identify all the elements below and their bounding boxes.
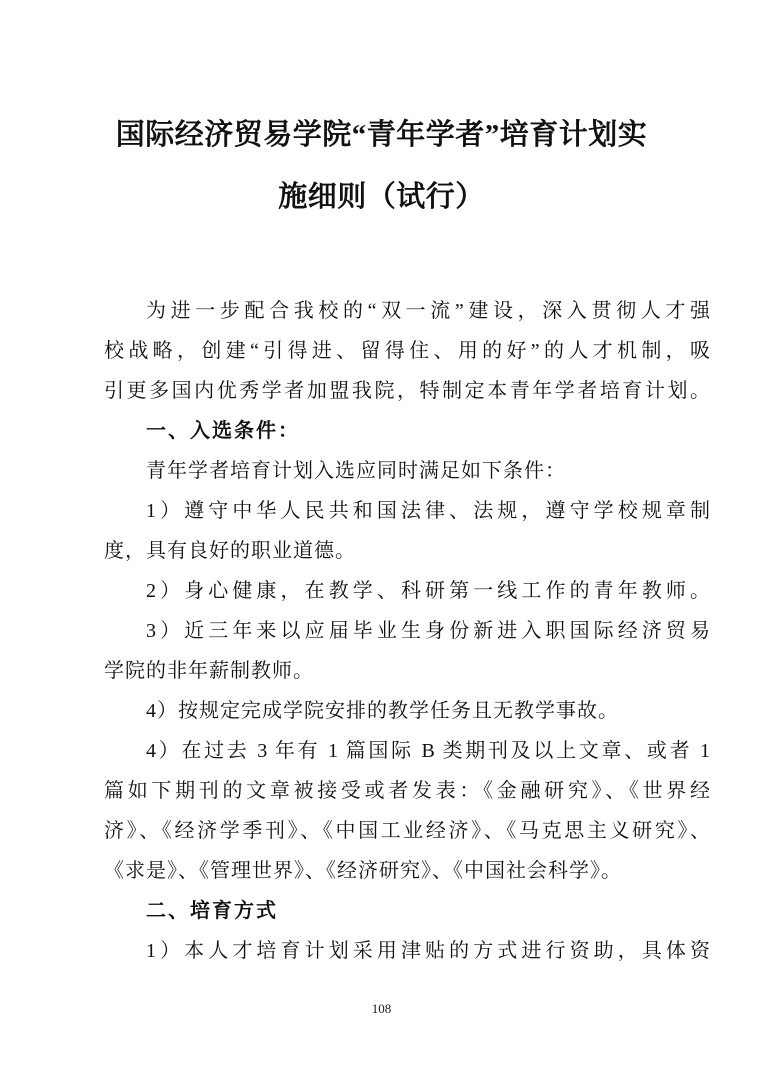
section-heading: 一、入选条件： — [146, 420, 300, 442]
text-line: 学院的非年薪制教师。 — [104, 660, 314, 682]
document-title-line-2: 施细则（试行） — [278, 181, 485, 213]
text-line: 为进一步配合我校的“双一流”建设，深入贯彻人才强 — [146, 300, 710, 322]
text-line: 1）本人才培育计划采用津贴的方式进行资助，具体资 — [146, 940, 710, 962]
text-line: 《求是》、《管理世界》、《经济研究》、《中国社会科学》。 — [104, 860, 622, 882]
text-line: 2）身心健康，在教学、科研第一线工作的青年教师。 — [146, 580, 710, 602]
text-line: 度，具有良好的职业道德。 — [104, 540, 356, 562]
text-line: 3）近三年来以应届毕业生身份新进入职国际经济贸易 — [146, 620, 710, 642]
page-number: 108 — [371, 1001, 392, 1016]
text-line: 4）按规定完成学院安排的教学任务且无教学事故。 — [146, 700, 619, 722]
document-title-line-1: 国际经济贸易学院“青年学者”培育计划实 — [115, 119, 648, 151]
body-text — [104, 291, 710, 971]
text-line: 济》、《经济学季刊》、《中国工业经济》、《马克思主义研究》、 — [104, 820, 710, 842]
document-title — [0, 104, 763, 228]
text-line: 引更多国内优秀学者加盟我院，特制定本青年学者培育计划。 — [104, 380, 710, 402]
section-heading: 二、培育方式 — [146, 900, 278, 922]
text-line: 4）在过去 3 年有 1 篇国际 B 类期刊及以上文章、或者 1 — [146, 740, 710, 762]
text-line: 青年学者培育计划入选应同时满足如下条件： — [146, 460, 566, 482]
text-line: 篇如下期刊的文章被接受或者发表：《金融研究》、《世界经 — [104, 780, 710, 802]
text-line: 校战略，创建“引得进、留得住、用的好”的人才机制，吸 — [104, 340, 710, 362]
text-line: 1）遵守中华人民共和国法律、法规，遵守学校规章制 — [146, 500, 710, 522]
